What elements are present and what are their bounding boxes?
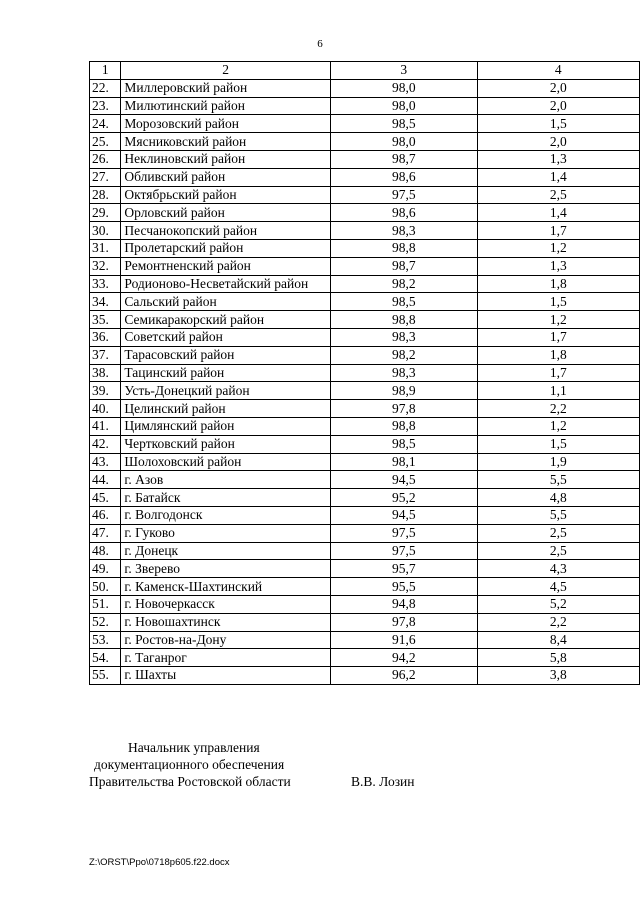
value-col4-cell: 1,2 (477, 311, 639, 329)
row-number-cell: 40. (90, 400, 121, 418)
table-row (90, 311, 640, 329)
value-col3-cell: 98,6 (330, 204, 477, 222)
value-col3-cell: 98,2 (330, 275, 477, 293)
district-name-cell: Родионово-Несветайский район (121, 275, 331, 293)
value-col3-cell: 98,8 (330, 311, 477, 329)
value-col4-cell: 1,4 (477, 204, 639, 222)
value-col4-cell: 1,7 (477, 222, 639, 240)
district-name-cell: Милютинский район (121, 97, 331, 115)
value-col3-cell: 98,5 (330, 293, 477, 311)
value-col3-cell: 96,2 (330, 667, 477, 685)
table-row (90, 489, 640, 507)
value-col3-cell: 98,3 (330, 364, 477, 382)
table-row (90, 133, 640, 151)
value-col3-cell: 98,3 (330, 222, 477, 240)
district-name-cell: г. Шахты (121, 667, 331, 685)
row-number-cell: 53. (90, 631, 121, 649)
table-row (90, 524, 640, 542)
value-col3-cell: 98,8 (330, 417, 477, 435)
row-number-cell: 32. (90, 257, 121, 275)
district-name-cell: г. Батайск (121, 489, 331, 507)
header-cell-2: 2 (121, 62, 331, 80)
row-number-cell: 45. (90, 489, 121, 507)
row-number-cell: 24. (90, 115, 121, 133)
value-col3-cell: 97,8 (330, 613, 477, 631)
row-number-cell: 51. (90, 595, 121, 613)
row-number-cell: 23. (90, 97, 121, 115)
row-number-cell: 43. (90, 453, 121, 471)
value-col3-cell: 98,7 (330, 257, 477, 275)
value-col4-cell: 1,8 (477, 275, 639, 293)
page-number: 6 (317, 38, 323, 50)
table-row (90, 346, 640, 364)
value-col4-cell: 1,5 (477, 435, 639, 453)
row-number-cell: 41. (90, 417, 121, 435)
value-col3-cell: 97,5 (330, 542, 477, 560)
table-row (90, 150, 640, 168)
district-name-cell: г. Каменск-Шахтинский (121, 578, 331, 596)
table-row (90, 560, 640, 578)
signature-name: В.В. Лозин (351, 774, 415, 789)
value-col3-cell: 97,5 (330, 524, 477, 542)
row-number-cell: 44. (90, 471, 121, 489)
table-row (90, 293, 640, 311)
table-row (90, 578, 640, 596)
district-name-cell: Тарасовский район (121, 346, 331, 364)
table-row (90, 649, 640, 667)
district-name-cell: Орловский район (121, 204, 331, 222)
value-col4-cell: 1,8 (477, 346, 639, 364)
value-col4-cell: 1,9 (477, 453, 639, 471)
value-col4-cell: 2,5 (477, 524, 639, 542)
row-number-cell: 26. (90, 150, 121, 168)
value-col4-cell: 4,5 (477, 578, 639, 596)
value-col4-cell: 2,0 (477, 79, 639, 97)
header-cell-3: 3 (330, 62, 477, 80)
district-name-cell: Шолоховский район (121, 453, 331, 471)
value-col4-cell: 1,5 (477, 293, 639, 311)
table-row (90, 400, 640, 418)
value-col4-cell: 2,2 (477, 400, 639, 418)
table-row (90, 453, 640, 471)
table-row (90, 613, 640, 631)
district-name-cell: г. Ростов-на-Дону (121, 631, 331, 649)
value-col3-cell: 98,1 (330, 453, 477, 471)
value-col4-cell: 5,2 (477, 595, 639, 613)
table-row (90, 186, 640, 204)
district-name-cell: г. Гуково (121, 524, 331, 542)
value-col3-cell: 95,2 (330, 489, 477, 507)
table-row (90, 471, 640, 489)
value-col3-cell: 98,2 (330, 346, 477, 364)
table-row (90, 275, 640, 293)
district-name-cell: Чертковский район (121, 435, 331, 453)
value-col3-cell: 98,7 (330, 150, 477, 168)
row-number-cell: 54. (90, 649, 121, 667)
table-row (90, 204, 640, 222)
district-name-cell: г. Таганрог (121, 649, 331, 667)
district-name-cell: г. Волгодонск (121, 506, 331, 524)
district-name-cell: г. Зверево (121, 560, 331, 578)
value-col3-cell: 98,3 (330, 328, 477, 346)
row-number-cell: 39. (90, 382, 121, 400)
district-name-cell: Миллеровский район (121, 79, 331, 97)
table-row (90, 435, 640, 453)
district-name-cell: г. Новочеркасск (121, 595, 331, 613)
district-name-cell: г. Азов (121, 471, 331, 489)
value-col3-cell: 94,8 (330, 595, 477, 613)
table-row (90, 382, 640, 400)
row-number-cell: 49. (90, 560, 121, 578)
signature-title-line3: Правительства Ростовской области (89, 774, 291, 789)
value-col4-cell: 1,3 (477, 257, 639, 275)
value-col4-cell: 1,3 (477, 150, 639, 168)
value-col4-cell: 2,5 (477, 542, 639, 560)
value-col3-cell: 97,5 (330, 186, 477, 204)
district-name-cell: Советский район (121, 328, 331, 346)
table-row (90, 97, 640, 115)
value-col3-cell: 94,2 (330, 649, 477, 667)
value-col4-cell: 2,0 (477, 133, 639, 151)
table-row (90, 115, 640, 133)
value-col4-cell: 2,2 (477, 613, 639, 631)
value-col3-cell: 91,6 (330, 631, 477, 649)
table-row (90, 328, 640, 346)
table-row (90, 667, 640, 685)
value-col4-cell: 1,5 (477, 115, 639, 133)
district-name-cell: Неклиновский район (121, 150, 331, 168)
value-col4-cell: 1,1 (477, 382, 639, 400)
value-col3-cell: 98,9 (330, 382, 477, 400)
district-name-cell: Сальский район (121, 293, 331, 311)
row-number-cell: 52. (90, 613, 121, 631)
table-header-row (90, 62, 640, 80)
value-col3-cell: 98,5 (330, 115, 477, 133)
row-number-cell: 28. (90, 186, 121, 204)
row-number-cell: 33. (90, 275, 121, 293)
value-col4-cell: 4,8 (477, 489, 639, 507)
district-name-cell: Октябрьский район (121, 186, 331, 204)
value-col4-cell: 3,8 (477, 667, 639, 685)
value-col3-cell: 98,0 (330, 79, 477, 97)
value-col4-cell: 1,7 (477, 364, 639, 382)
value-col3-cell: 98,5 (330, 435, 477, 453)
value-col4-cell: 2,5 (477, 186, 639, 204)
row-number-cell: 37. (90, 346, 121, 364)
value-col3-cell: 95,5 (330, 578, 477, 596)
value-col4-cell: 4,3 (477, 560, 639, 578)
row-number-cell: 31. (90, 239, 121, 257)
district-name-cell: Цимлянский район (121, 417, 331, 435)
value-col4-cell: 5,5 (477, 506, 639, 524)
row-number-cell: 36. (90, 328, 121, 346)
value-col3-cell: 98,8 (330, 239, 477, 257)
district-name-cell: Семикаракорский район (121, 311, 331, 329)
value-col3-cell: 98,0 (330, 97, 477, 115)
value-col4-cell: 1,2 (477, 239, 639, 257)
value-col4-cell: 8,4 (477, 631, 639, 649)
value-col4-cell: 2,0 (477, 97, 639, 115)
value-col3-cell: 94,5 (330, 471, 477, 489)
value-col4-cell: 1,2 (477, 417, 639, 435)
table-row (90, 595, 640, 613)
table-row (90, 79, 640, 97)
value-col3-cell: 94,5 (330, 506, 477, 524)
district-name-cell: Тацинский район (121, 364, 331, 382)
row-number-cell: 47. (90, 524, 121, 542)
row-number-cell: 30. (90, 222, 121, 240)
file-path-footer: Z:\ORST\Ppo\0718p605.f22.docx (89, 857, 230, 868)
district-name-cell: Целинский район (121, 400, 331, 418)
value-col3-cell: 97,8 (330, 400, 477, 418)
signature-title-line2: документационного обеспечения (94, 757, 285, 772)
row-number-cell: 38. (90, 364, 121, 382)
data-table (89, 61, 640, 685)
district-name-cell: Усть-Донецкий район (121, 382, 331, 400)
district-name-cell: Ремонтненский район (121, 257, 331, 275)
table-row (90, 542, 640, 560)
row-number-cell: 29. (90, 204, 121, 222)
row-number-cell: 34. (90, 293, 121, 311)
table-row (90, 257, 640, 275)
table-row (90, 506, 640, 524)
value-col4-cell: 5,5 (477, 471, 639, 489)
row-number-cell: 42. (90, 435, 121, 453)
value-col4-cell: 1,4 (477, 168, 639, 186)
row-number-cell: 25. (90, 133, 121, 151)
row-number-cell: 27. (90, 168, 121, 186)
header-cell-1: 1 (90, 62, 121, 80)
table-row (90, 168, 640, 186)
row-number-cell: 48. (90, 542, 121, 560)
header-cell-4: 4 (477, 62, 639, 80)
value-col3-cell: 95,7 (330, 560, 477, 578)
district-name-cell: г. Новошахтинск (121, 613, 331, 631)
row-number-cell: 55. (90, 667, 121, 685)
row-number-cell: 46. (90, 506, 121, 524)
signature-title-line1: Начальник управления (128, 740, 260, 755)
table-row (90, 364, 640, 382)
district-name-cell: Пролетарский район (121, 239, 331, 257)
district-name-cell: Мясниковский район (121, 133, 331, 151)
row-number-cell: 35. (90, 311, 121, 329)
row-number-cell: 22. (90, 79, 121, 97)
district-name-cell: Песчанокопский район (121, 222, 331, 240)
value-col3-cell: 98,0 (330, 133, 477, 151)
table-row (90, 417, 640, 435)
table-row (90, 239, 640, 257)
table-row (90, 631, 640, 649)
value-col4-cell: 5,8 (477, 649, 639, 667)
row-number-cell: 50. (90, 578, 121, 596)
table-row (90, 222, 640, 240)
district-name-cell: г. Донецк (121, 542, 331, 560)
district-name-cell: Обливский район (121, 168, 331, 186)
value-col4-cell: 1,7 (477, 328, 639, 346)
table-body (90, 62, 640, 685)
district-name-cell: Морозовский район (121, 115, 331, 133)
value-col3-cell: 98,6 (330, 168, 477, 186)
